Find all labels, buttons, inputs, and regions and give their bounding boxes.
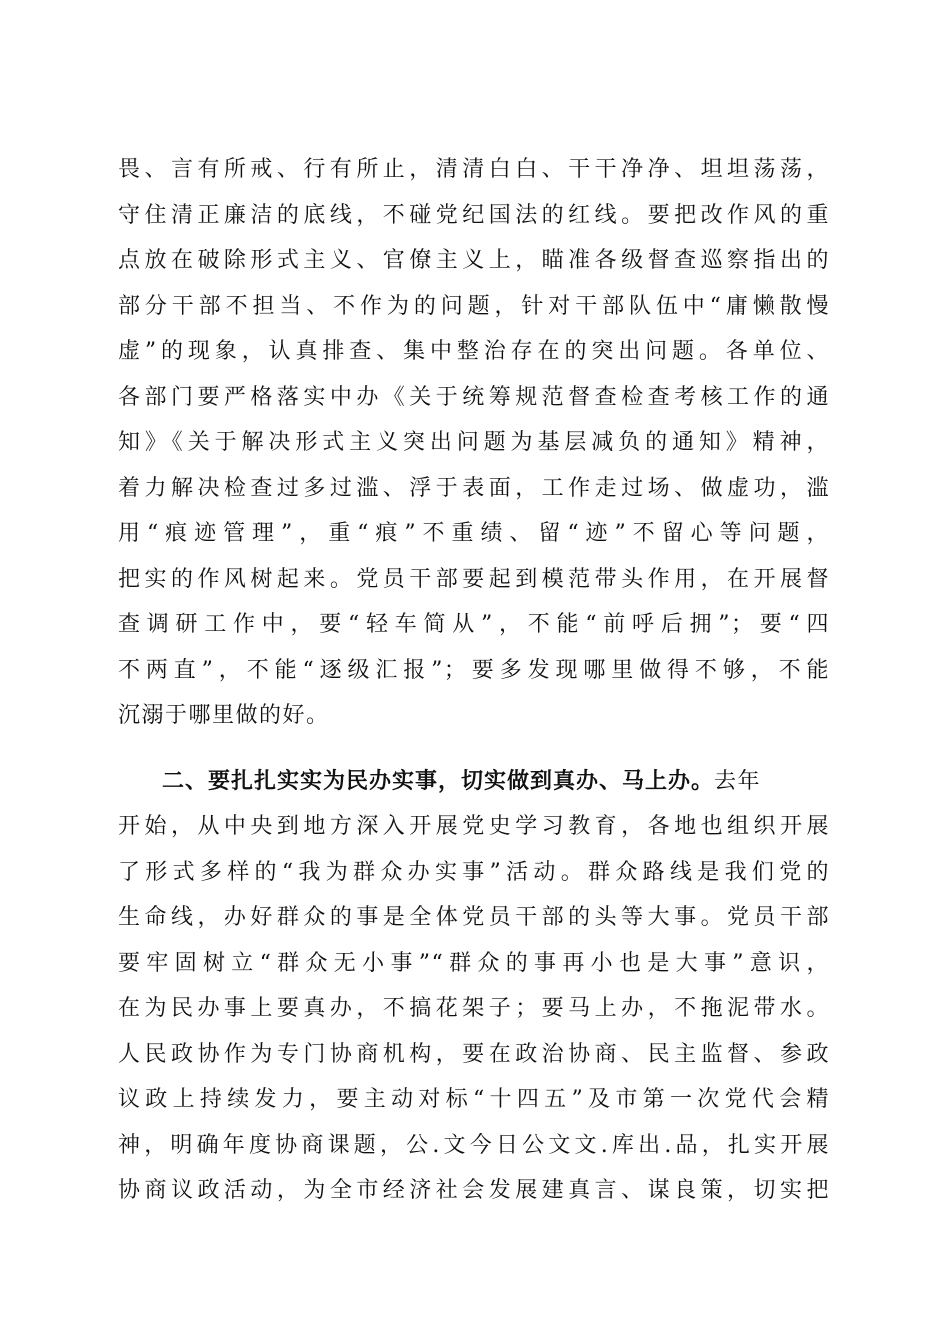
text-line: 在为民办事上要真办，不搞花架子；要马上办，不拖泥带水。 <box>118 996 830 1021</box>
text-line: 人民政协作为专门协商机构，要在政治协商、民主监督、参政 <box>118 1041 830 1067</box>
text-line-tail: 去年 <box>714 768 762 794</box>
text-line: 生命线，办好群众的事是全体党员干部的头等大事。党员干部 <box>118 905 830 930</box>
text-line: 把实的作风树起来。党员干部要起到模范带头作用，在开展督 <box>118 566 830 592</box>
text-line: 开始，从中央到地方深入开展党史学习教育，各地也组织开展 <box>118 814 830 839</box>
section-heading: 二、要扎扎实实为民办实事，切实做到真办、马上办。 <box>162 768 715 794</box>
text-line: 神，明确年度协商课题，公.文今日公文文.库出.品，扎实开展 <box>118 1132 830 1158</box>
text-line: 畏、言有所戒、行有所止，清清白白、干干净净、坦坦荡荡， <box>118 157 830 182</box>
section-heading-line <box>118 759 830 805</box>
document-body <box>118 147 830 1214</box>
text-line: 各部门要严格落实中办《关于统筹规范督查检查考核工作的通 <box>118 384 830 410</box>
text-line: 虚”的现象，认真排查、集中整治存在的突出问题。各单位、 <box>118 339 830 364</box>
text-line: 沉溺于哪里做的好。 <box>118 703 330 728</box>
text-line: 要牢固树立“群众无小事”“群众的事再小也是大事”意识， <box>118 950 830 976</box>
text-line: 着力解决检查过多过滥、浮于表面，工作走过场、做虚功，滥 <box>118 475 830 501</box>
text-line: 守住清正廉洁的底线，不碰党纪国法的红线。要把改作风的重 <box>118 202 830 228</box>
text-line: 协商议政活动，为全市经济社会发展建真言、谋良策，切实把 <box>118 1178 830 1203</box>
text-line: 用“痕迹管理”，重“痕”不重绩、留“迹”不留心等问题， <box>118 521 830 546</box>
paragraph-gap <box>118 739 830 759</box>
text-line: 查调研工作中，要“轻车简从”，不能“前呼后拥”；要“四 <box>118 612 830 637</box>
text-line: 部分干部不担当、不作为的问题，针对干部队伍中“庸懒散慢 <box>118 293 830 319</box>
text-line: 点放在破除形式主义、官僚主义上，瞄准各级督查巡察指出的 <box>118 248 830 273</box>
text-line: 了形式多样的“我为群众办实事”活动。群众路线是我们党的 <box>118 859 830 885</box>
text-line: 不两直”，不能“逐级汇报”；要多发现哪里做得不够，不能 <box>118 657 830 683</box>
text-line: 知》《关于解决形式主义突出问题为基层减负的通知》精神， <box>118 430 830 455</box>
text-line: 议政上持续发力，要主动对标“十四五”及市第一次党代会精 <box>118 1087 830 1112</box>
